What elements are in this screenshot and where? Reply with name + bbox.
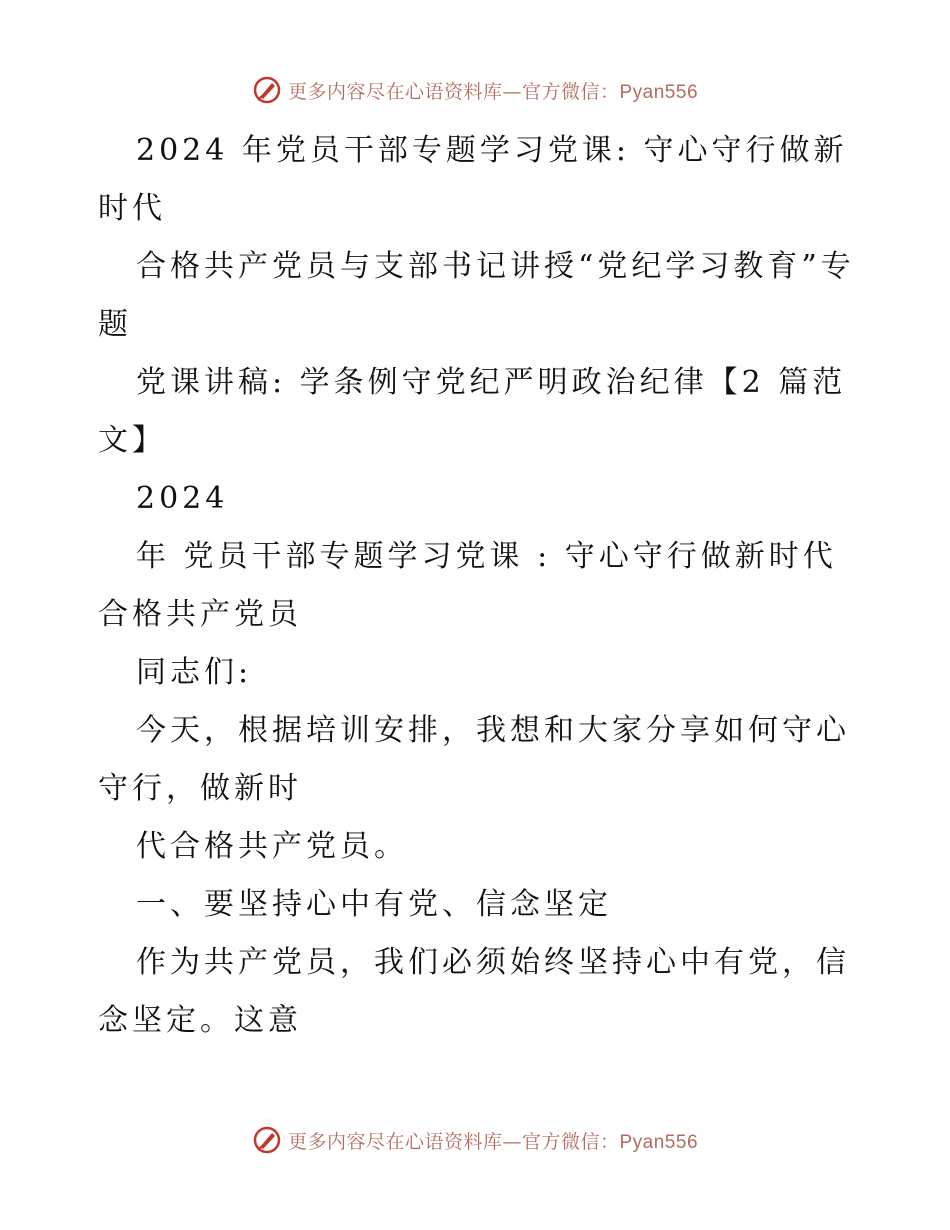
section-heading: 一、要坚持心中有党、信念坚定 — [136, 887, 612, 922]
quill-logo-icon — [252, 75, 282, 105]
watermark-text: 更多内容尽在心语资料库—官方微信：Pyan556 — [287, 80, 699, 103]
subtitle-line-2: 党课讲稿: 学条例守党纪严明政治纪律【2 篇范文】 — [98, 365, 847, 458]
footer-watermark-banner — [0, 1120, 950, 1160]
title-line: 2024 年党员干部专题学习党课: 守心守行做新时代 — [98, 133, 848, 226]
body-paragraph: 作为共产党员，我们必须始终坚持心中有党，信念坚定。这意 — [98, 945, 850, 1038]
watermark-text: 更多内容尽在心语资料库—官方微信：Pyan556 — [287, 1130, 699, 1153]
body-paragraph: 代合格共产党员。 — [136, 829, 408, 864]
quill-logo-icon — [252, 1125, 282, 1155]
heading-line: 年 党员干部专题学习党课 : 守心守行做新时代合格共产党员 — [98, 539, 837, 632]
year-line: 2024 — [136, 481, 229, 516]
subtitle-line: 合格共产党员与支部书记讲授“党纪学习教育”专题 — [98, 249, 855, 342]
body-paragraph: 今天，根据培训安排，我想和大家分享如何守心守行，做新时 — [98, 713, 850, 806]
document-body — [98, 122, 858, 1050]
header-watermark-banner — [0, 70, 950, 110]
salutation: 同志们: — [136, 655, 253, 690]
